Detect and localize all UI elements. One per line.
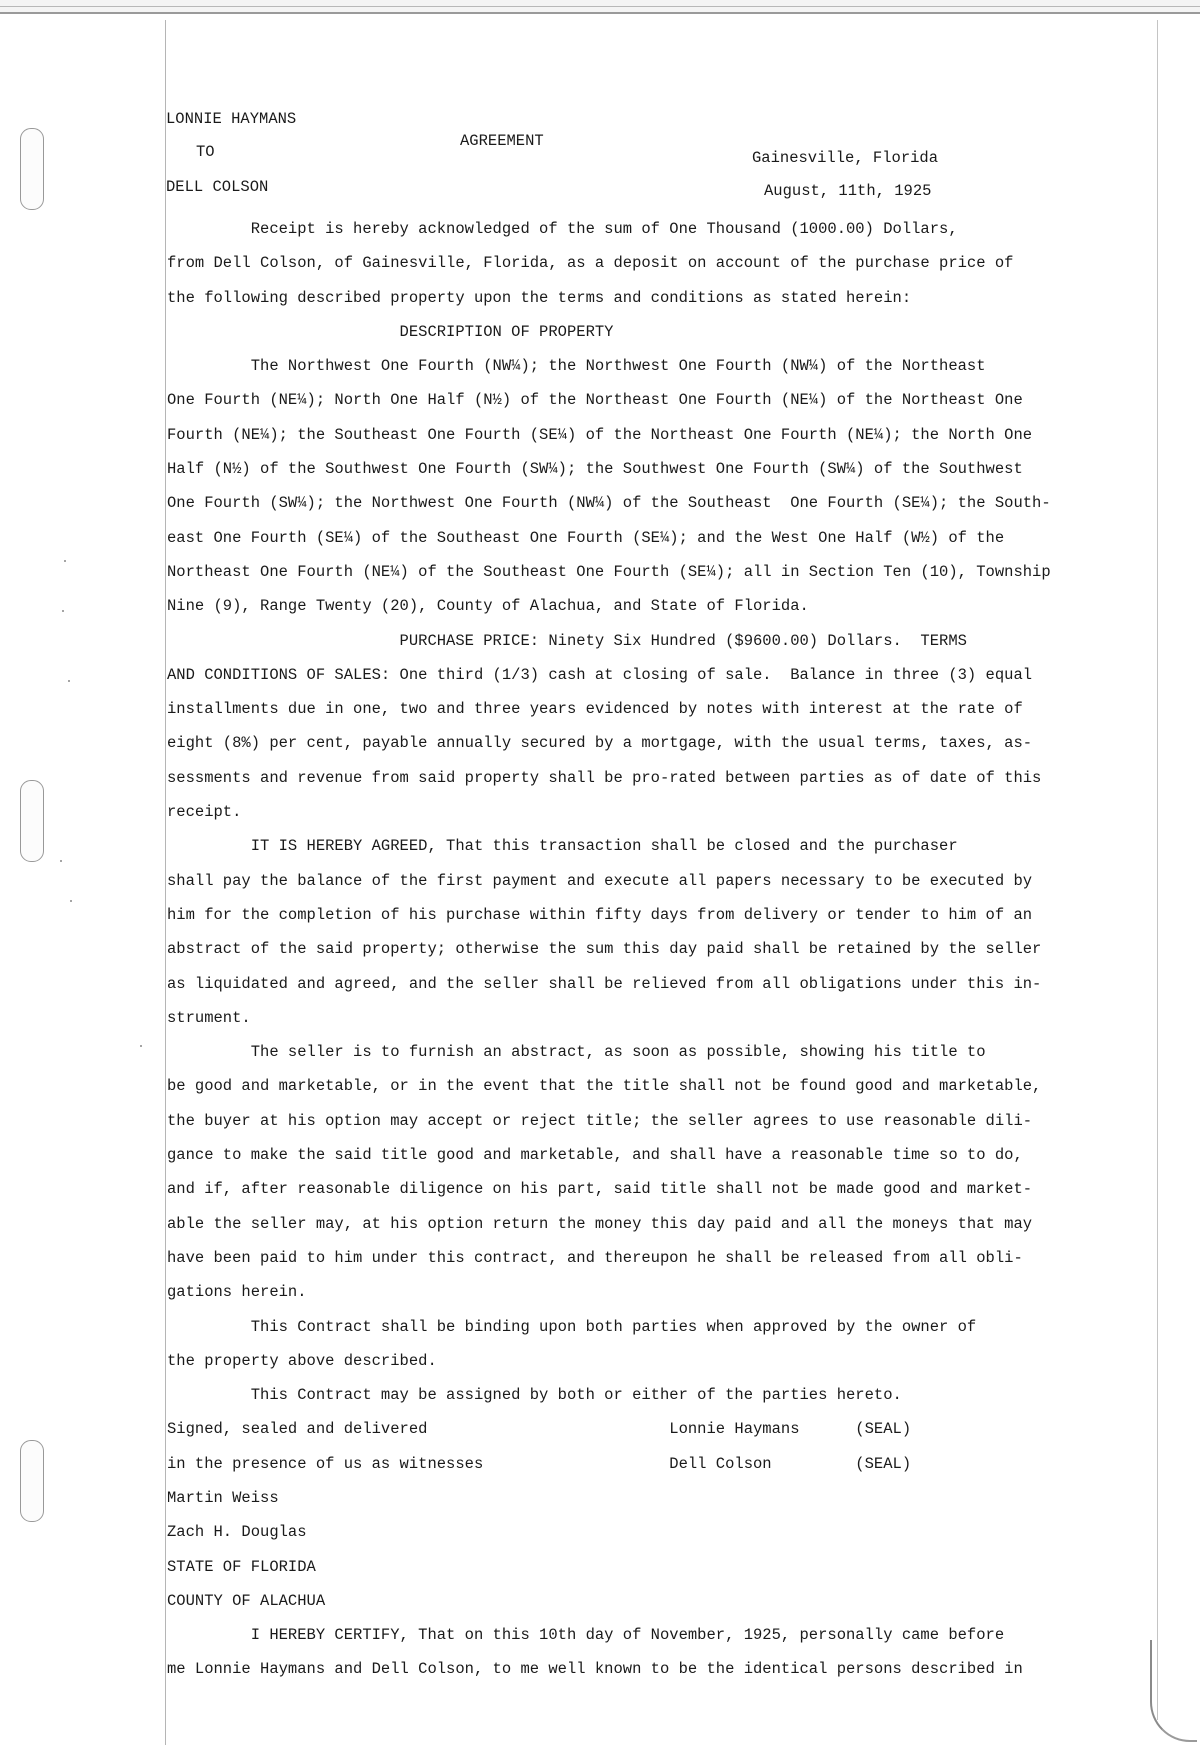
binder-hole-middle [20, 780, 44, 862]
document-line: him for the completion of his purchase within fifty days from delivery or tender to him of an [167, 905, 1033, 924]
document-header [166, 110, 1151, 200]
document-line: Signed, sealed and delivered Lonnie Haymans (SEAL) [167, 1420, 912, 1439]
page-curl-corner [1150, 1640, 1197, 1742]
document-line: east One Fourth (SE¼) of the Southeast One Fourth (SE¼); and the West One Half (W½) of the [167, 528, 1005, 547]
document-line: as liquidated and agreed, and the seller shall be relieved from all obligations under this in- [167, 974, 1042, 993]
document-line: I HEREBY CERTIFY, That on this 10th day of November, 1925, personally came before [167, 1626, 1005, 1645]
document-line: AND CONDITIONS OF SALES: One third (1/3) cash at closing of sale. Balance in three (3) equal [167, 665, 1033, 684]
binder-hole-top [20, 128, 44, 210]
document-line: The Northwest One Fourth (NW¼); the Northwest One Fourth (NW¼) of the Northeast [167, 357, 986, 376]
document-line: This Contract shall be binding upon both parties when approved by the owner of [167, 1317, 977, 1336]
document-line: Nine (9), Range Twenty (20), County of Alachua, and State of Florida. [167, 597, 809, 616]
document-line: STATE OF FLORIDA [167, 1557, 316, 1576]
document-line: gance to make the said title good and marketable, and shall have a reasonable time so to do, [167, 1146, 1023, 1165]
document-line: strument. [167, 1008, 251, 1027]
document-line: the property above described. [167, 1351, 437, 1370]
from-party: LONNIE HAYMANS [166, 110, 297, 128]
document-line: Northeast One Fourth (NE¼) of the Southeast One Fourth (SE¼); all in Section Ten (10), Township [167, 562, 1051, 581]
document-body [167, 212, 1157, 1687]
document-line: sessments and revenue from said property shall be pro-rated between parties as of date of this [167, 768, 1042, 787]
document-line: receipt. [167, 803, 242, 822]
page-top-edge-line [0, 6, 1200, 7]
binder-hole-bottom [20, 1440, 44, 1522]
document-line: Half (N½) of the Southwest One Fourth (SW¼); the Southwest One Fourth (SW¼) of the Southwest [167, 460, 1023, 479]
document-line: Martin Weiss [167, 1488, 279, 1507]
document-line: Fourth (NE¼); the Southeast One Fourth (SE¼) of the Northeast One Fourth (NE¼); the North One [167, 425, 1033, 444]
document-line: The seller is to furnish an abstract, as soon as possible, showing his title to [167, 1043, 986, 1062]
document-place: Gainesville, Florida [752, 149, 939, 167]
document-line: Zach H. Douglas [167, 1523, 307, 1542]
document-line: able the seller may, at his option return the money this day paid and all the moneys that may [167, 1214, 1033, 1233]
document-line: have been paid to him under this contract, and thereupon he shall be released from all obli- [167, 1248, 1023, 1267]
document-line: Receipt is hereby acknowledged of the sum of One Thousand (1000.00) Dollars, [167, 220, 958, 238]
document-line: shall pay the balance of the first payment and execute all papers necessary to be executed by [167, 871, 1033, 890]
document-line: the following described property upon the terms and conditions as stated herein: [167, 288, 912, 307]
to-word: TO [196, 143, 215, 161]
document-line: from Dell Colson, of Gainesville, Florida, as a deposit on account of the purchase price of [167, 254, 1014, 273]
document-line: One Fourth (NE¼); North One Half (N½) of the Northeast One Fourth (NE¼) of the Northeast One [167, 391, 1023, 410]
document-line: DESCRIPTION OF PROPERTY [167, 322, 614, 341]
document-line: PURCHASE PRICE: Ninety Six Hundred ($9600.00) Dollars. TERMS [167, 631, 967, 650]
document-line: in the presence of us as witnesses Dell Colson (SEAL) [167, 1454, 912, 1473]
page-top-edge [0, 0, 1200, 14]
document-line: and if, after reasonable diligence on his part, said title shall not be made good and market- [167, 1180, 1033, 1199]
right-page-edge [1157, 20, 1158, 1720]
document-line: installments due in one, two and three years evidenced by notes with interest at the rate of [167, 700, 1023, 719]
document-line: COUNTY OF ALACHUA [167, 1591, 326, 1610]
to-party: DELL COLSON [166, 178, 269, 196]
document-line: abstract of the said property; otherwise the sum this day paid shall be retained by the seller [167, 940, 1042, 959]
document-line: This Contract may be assigned by both or either of the parties hereto. [167, 1386, 902, 1405]
document-line: the buyer at his option may accept or reject title; the seller agrees to use reasonable dili- [167, 1111, 1033, 1130]
document-line: me Lonnie Haymans and Dell Colson, to me well known to be the identical persons described in [167, 1660, 1023, 1679]
document-date: August, 11th, 1925 [764, 182, 932, 200]
document-line: gations herein. [167, 1283, 307, 1302]
document-line: One Fourth (SW¼); the Northwest One Fourth (NW¼) of the Southeast One Fourth (SE¼); the South- [167, 494, 1051, 513]
document-line: be good and marketable, or in the event that the title shall not be found good and marketable, [167, 1077, 1042, 1096]
left-margin-rule [165, 20, 166, 1745]
paper-specks [60, 540, 120, 1040]
document-line: eight (8%) per cent, payable annually secured by a mortgage, with the usual terms, taxes, as- [167, 734, 1033, 753]
document-title: AGREEMENT [460, 132, 544, 150]
document-line: IT IS HEREBY AGREED, That this transaction shall be closed and the purchaser [167, 837, 958, 856]
